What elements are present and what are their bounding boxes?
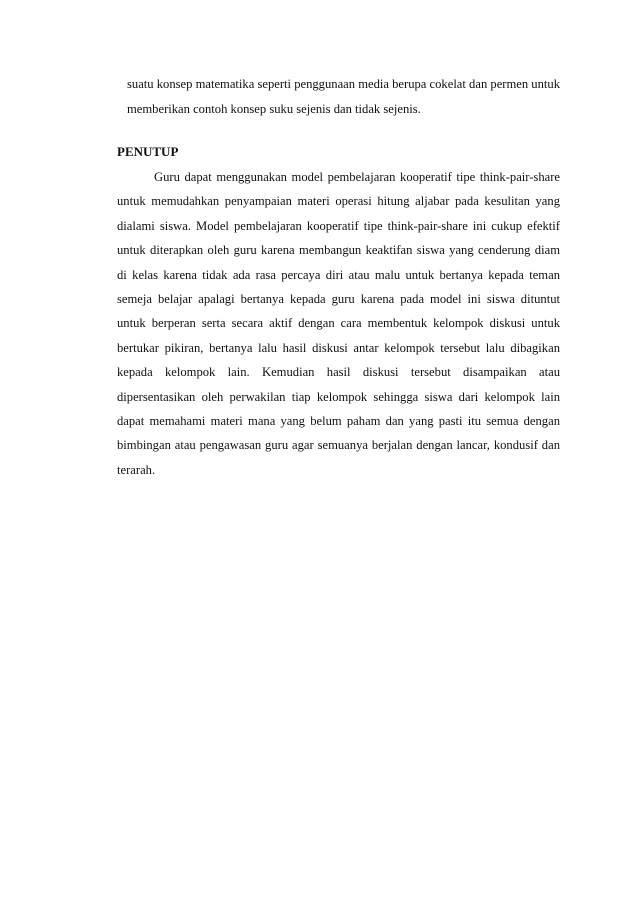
- section-heading: PENUTUP: [117, 144, 179, 159]
- continuation-paragraph: suatu konsep matematika seperti penggunaan media berupa cokelat dan permen untuk memberikan contoh konsep suku sejenis dan tidak sejenis.: [127, 77, 560, 116]
- closing-paragraph: Guru dapat menggunakan model pembelajaran kooperatif tipe think-pair-share untuk memudahkan penyampaian materi operasi hitung aljabar pada kesulitan yang dialami siswa. Model pembelajaran kooperatif tipe think-pair-share ini cukup efektif untuk diterapkan oleh guru karena membangun keaktifan siswa yang cenderung diam di kelas karena tidak ada rasa percaya diri atau malu untuk bertanya kepada teman semeja belajar apalagi bertanya kepada guru karena pada model ini siswa dituntut untuk berperan serta secara aktif dengan cara membentuk kelompok diskusi untuk bertukar pikiran, bertanya lalu hasil diskusi antar kelompok tersebut lalu dibagikan kepada kelompok lain. Kemudian hasil diskusi tersebut disampaikan atau dipersentasikan oleh perwakilan tiap kelompok sehingga siswa dari kelompok lain dapat memahami materi mana yang belum paham dan yang pasti itu semua dengan bimbingan atau pengawasan guru agar semuanya berjalan dengan lancar, kondusif dan terarah.: [117, 170, 560, 477]
